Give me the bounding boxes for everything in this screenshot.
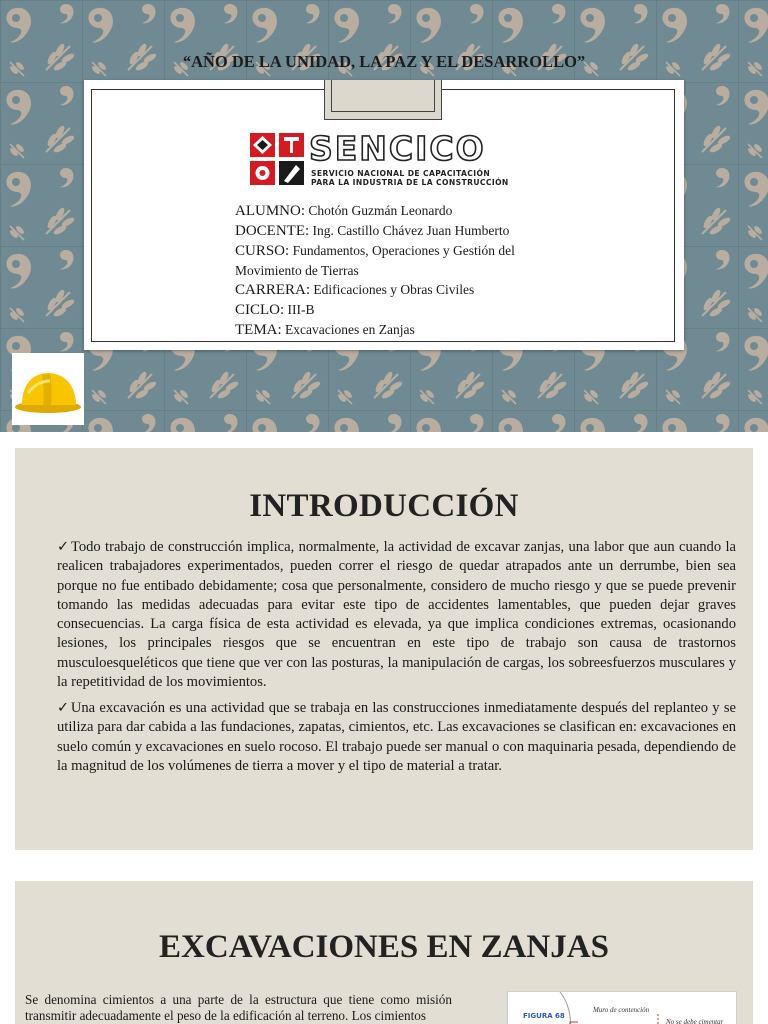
hard-hat-image [12,353,84,425]
figure-label: FIGURA 68 [523,1012,565,1020]
cover-slide [0,0,768,432]
info-value: Ing. Castillo Chávez Juan Humberto [312,223,510,238]
info-label: CARRERA: [235,282,311,298]
info-row [235,261,635,280]
info-value: Edificaciones y Obras Civiles [313,282,475,297]
intro-paragraph-2: ✓Una excavación es una actividad que se trabaja en las construcciones inmediatamente después del replanteo y se utiliza para dar cabida a las fundaciones, zapatas, cimientos, etc. Las excavaciones se clasifican en: excavaciones en suelo común y excavaciones en suelo rocoso. El trabajo puede ser manual o con maquinaria pesada, dependiendo de la magnitud de los volúmenes de tierra a mover y el tipo de material a tratar. [57,700,736,774]
sencico-logo [249,129,521,190]
info-row [235,241,635,261]
info-label: CURSO: [235,243,290,259]
motto-heading: “AÑO DE LA UNIDAD, LA PAZ Y EL DESARROLLO” [182,52,586,71]
figure-note-retaining-wall: Muro de contención [593,1006,650,1014]
hard-hat-icon [12,353,84,425]
info-row [235,201,635,221]
info-value: Movimiento de Tierras [235,263,359,278]
info-label: DOCENTE: [235,223,310,239]
info-value: Chotón Guzmán Leonardo [308,203,453,218]
zanjas-body-text: Se denomina cimientos a una parte de la estructura que tiene como misión transmitir adecuadamente el peso de la edificación al terreno. Los cimientos [25,992,452,1023]
info-value: Excavaciones en Zanjas [285,322,415,337]
intro-title: INTRODUCCIÓN [249,488,519,524]
info-row [235,280,635,300]
zanjas-title: EXCAVACIONES EN ZANJAS [159,929,609,965]
info-row [235,300,635,320]
intro-paragraph-1: ✓Todo trabajo de construcción implica, normalmente, la actividad de excavar zanjas, una labor que aun cuando la realicen trabajadores experimentados, pueden correr el riesgo de quedar atrapados ante un derrumbe, bien sea porque no fue entibado debidamente; cosa que personalmente, considero de mucho riesgo y que se puede prevenir tomando las medidas adecuadas para evitar este tipo de accidentes lamentables, que pueden dejar graves consecuencias. La carga física de esta actividad es elevada, ya que implica condiciones extremas, ocasionando lesiones, los principales riesgos que se encuentran en este tipo de trabajo son causa de trastornos musculoesqueléticos que tiene que ver con las posturas, la manipulación de cargas, los sobreesfuerzos musculares y la repetitividad de los movimientos. [57,539,737,691]
student-info [235,201,635,340]
info-value: Fundamentos, Operaciones y Gestión del [292,243,515,258]
info-row [235,221,635,241]
figure-note-foundation: No se debe cimentar [666,1018,724,1024]
logo-subtitle-1: SERVICIO NACIONAL DE CAPACITACIÓN [311,169,491,178]
info-label: ALUMNO: [235,203,305,219]
checkmark-icon: ✓ [57,700,70,716]
intro-slide [15,448,753,850]
figure-68 [507,991,737,1024]
checkmark-icon: ✓ [57,539,70,555]
info-label: TEMA: [235,322,282,338]
info-value: III-B [287,302,315,317]
info-label: CICLO: [235,302,285,318]
info-row [235,320,635,340]
logo-subtitle-2: PARA LA INDUSTRIA DE LA CONSTRUCCIÓN [311,178,509,187]
zanjas-slide [15,881,753,1024]
title-card [84,80,684,350]
sencico-emblem-icon [249,132,307,190]
card-tab [324,80,442,120]
logo-wordmark: SENCICO [309,129,486,168]
